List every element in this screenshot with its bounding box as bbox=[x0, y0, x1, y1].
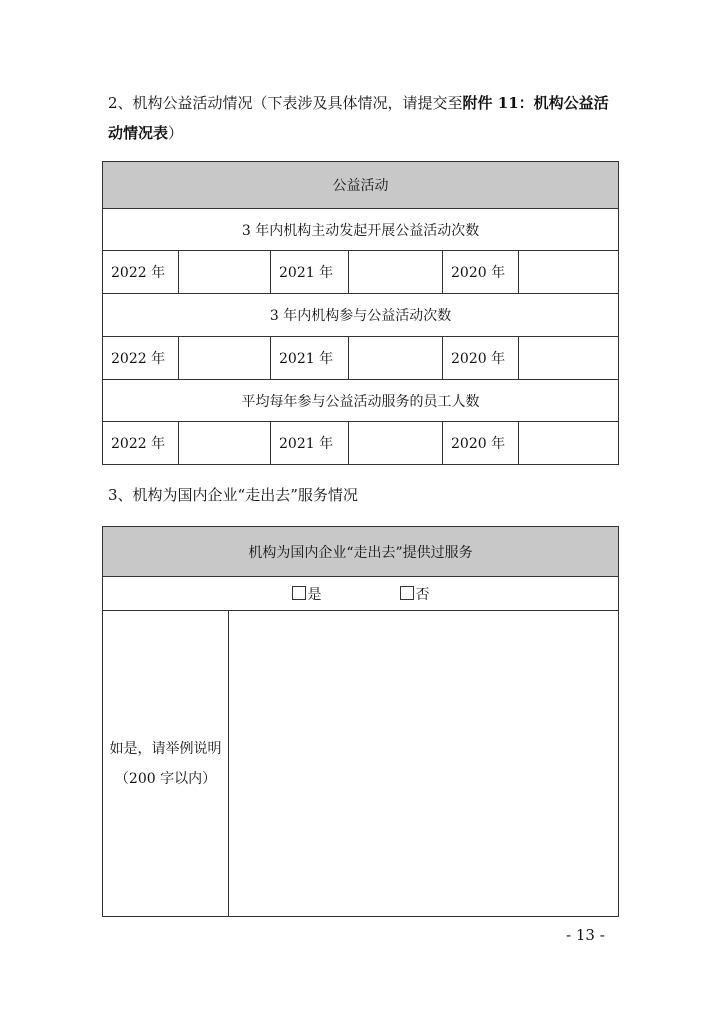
count-cell[interactable] bbox=[179, 251, 271, 294]
group3-title: 平均每年参与公益活动服务的员工人数 bbox=[103, 380, 619, 422]
section2-attachment-ref: 附件 11：机构公益活动情况表 bbox=[108, 94, 609, 142]
year-label: 2022 年 bbox=[103, 422, 179, 465]
count-cell[interactable] bbox=[349, 251, 443, 294]
charity-activities-table bbox=[102, 161, 619, 465]
group1-title: 3 年内机构主动发起开展公益活动次数 bbox=[103, 209, 619, 251]
year-label: 2021 年 bbox=[271, 422, 349, 465]
section3-title: 3、机构为国内企业“走出去”服务情况 bbox=[108, 486, 358, 504]
section2-lead: 2、机构公益活动情况（下表涉及具体情况，请提交至 bbox=[108, 94, 463, 112]
year-label: 2021 年 bbox=[271, 251, 349, 294]
count-cell[interactable] bbox=[179, 337, 271, 380]
section2-paragraph bbox=[108, 88, 618, 148]
count-cell[interactable] bbox=[349, 422, 443, 465]
table1-header: 公益活动 bbox=[103, 162, 619, 209]
page-number: - 13 - bbox=[566, 926, 605, 944]
table-row bbox=[103, 251, 619, 294]
year-label: 2020 年 bbox=[443, 422, 519, 465]
count-cell[interactable] bbox=[519, 422, 619, 465]
table2-header: 机构为国内企业“走出去”提供过服务 bbox=[103, 527, 619, 577]
year-label: 2022 年 bbox=[103, 251, 179, 294]
going-global-table bbox=[102, 526, 619, 917]
count-cell[interactable] bbox=[519, 251, 619, 294]
example-label-line2: （200 字以内） bbox=[114, 770, 217, 787]
year-label: 2022 年 bbox=[103, 337, 179, 380]
group2-title: 3 年内机构参与公益活动次数 bbox=[103, 294, 619, 337]
yes-checkbox[interactable] bbox=[292, 586, 306, 600]
example-label-cell bbox=[103, 611, 229, 917]
yes-no-row bbox=[103, 577, 619, 611]
year-label: 2020 年 bbox=[443, 337, 519, 380]
table-row bbox=[103, 337, 619, 380]
no-label: 否 bbox=[415, 586, 430, 603]
year-label: 2020 年 bbox=[443, 251, 519, 294]
example-input-cell[interactable] bbox=[229, 611, 619, 917]
example-label-line1: 如是，请举例说明 bbox=[109, 740, 222, 757]
count-cell[interactable] bbox=[519, 337, 619, 380]
section2-tail: ） bbox=[168, 124, 184, 142]
yes-label: 是 bbox=[307, 586, 322, 603]
count-cell[interactable] bbox=[349, 337, 443, 380]
no-checkbox[interactable] bbox=[400, 586, 414, 600]
year-label: 2021 年 bbox=[271, 337, 349, 380]
count-cell[interactable] bbox=[179, 422, 271, 465]
table-row bbox=[103, 422, 619, 465]
